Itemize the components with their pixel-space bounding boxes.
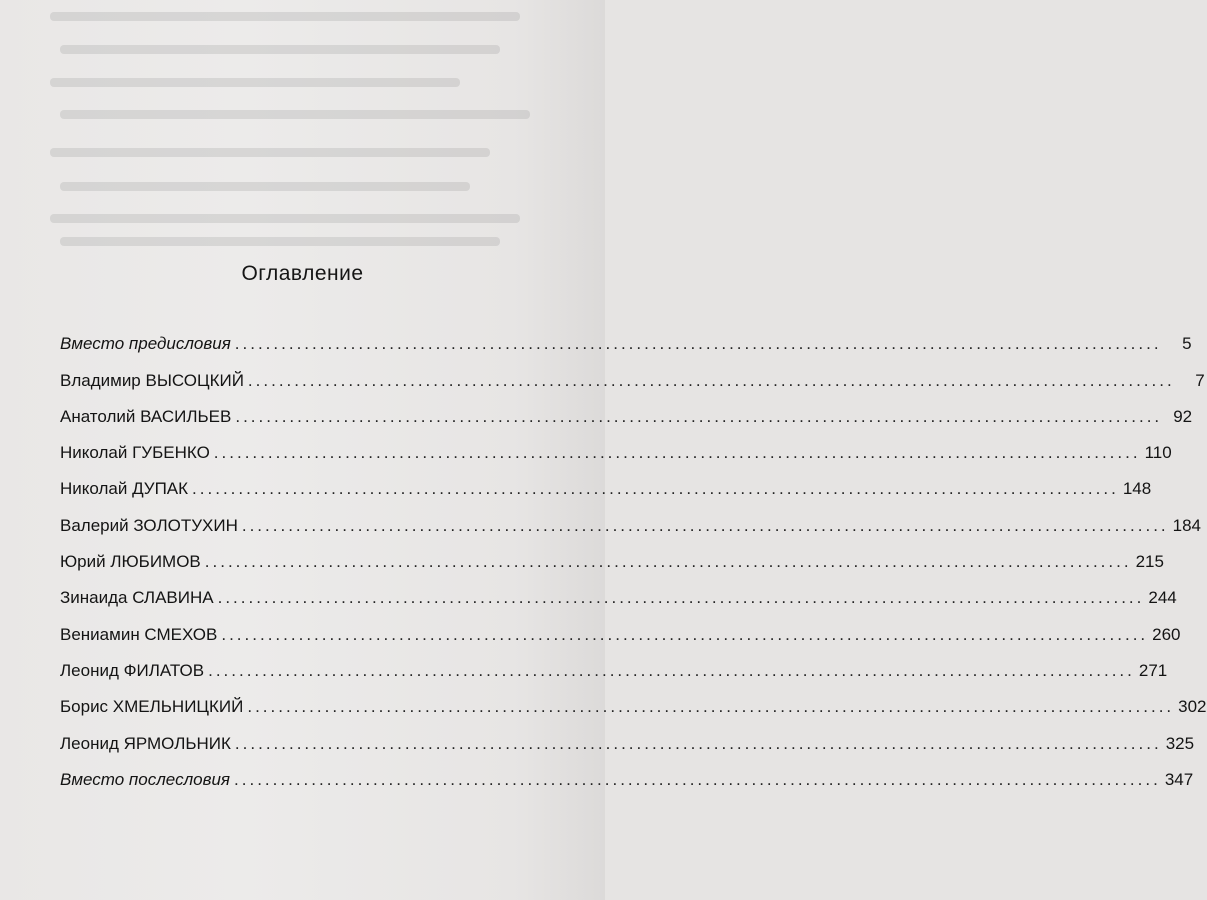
leader-dots: ........................................................................................................................	[221, 624, 1149, 644]
toc-entry-label: Анатолий ВАСИЛЬЕВ	[60, 406, 232, 426]
toc-entry-page: 347	[1164, 769, 1194, 789]
bleed-line	[60, 110, 530, 119]
toc-entry-page: 7	[1195, 370, 1205, 390]
toc-entry-page: 148	[1122, 479, 1152, 499]
toc-entry-label: Вместо предисловия	[60, 334, 231, 354]
toc-entry-label: Леонид ФИЛАТОВ	[60, 660, 205, 680]
toc-entry	[60, 499, 1202, 535]
leader-dots: ........................................................................................................................	[247, 697, 1175, 717]
toc-entry-label: Зинаида СЛАВИНА	[60, 588, 214, 608]
bleed-line	[60, 237, 500, 246]
leader-dots: ........................................................................................................................	[241, 515, 1169, 535]
table-of-contents	[60, 318, 1207, 790]
toc-entry-label: Владимир ВЫСОЦКИЙ	[60, 370, 244, 390]
toc-entry-page: 325	[1165, 733, 1195, 753]
leader-dots: ........................................................................................................................	[204, 552, 1132, 572]
toc-entry	[60, 717, 1195, 753]
bleed-line	[60, 182, 470, 191]
toc-entry-page: 215	[1135, 552, 1164, 572]
toc-entry-label: Вениамин СМЕХОВ	[60, 624, 218, 644]
toc-entry-label: Леонид ЯРМОЛЬНИК	[60, 733, 231, 753]
leader-dots: ........................................................................................................................	[234, 769, 1161, 789]
bleed-line	[50, 148, 490, 157]
leader-dots: ........................................................................................................................	[192, 479, 1119, 499]
toc-entry-page: 271	[1138, 660, 1168, 680]
leader-dots: ........................................................................................................................	[234, 733, 1162, 753]
toc-entry	[60, 754, 1194, 790]
toc-entry-label: Валерий ЗОЛОТУХИН	[60, 515, 238, 535]
bleed-line	[50, 12, 520, 21]
toc-entry-page: 184	[1172, 515, 1202, 535]
toc-entry	[60, 536, 1164, 572]
toc-entry	[60, 427, 1172, 463]
toc-entry-label: Вместо послесловия	[60, 769, 231, 789]
toc-entry-label: Юрий ЛЮБИМОВ	[60, 552, 201, 572]
toc-entry-page: 260	[1152, 624, 1181, 644]
toc-entry	[60, 463, 1152, 499]
toc-entry-page: 5	[1182, 334, 1192, 354]
page-title: Оглавление	[241, 262, 364, 285]
toc-entry-label: Борис ХМЕЛЬНИЦКИЙ	[60, 697, 244, 717]
bleed-line	[50, 78, 460, 87]
toc-entry	[60, 391, 1193, 427]
toc-entry-label: Николай ГУБЕНКО	[60, 443, 210, 463]
toc-entry	[60, 318, 1192, 354]
bleed-line	[60, 45, 500, 54]
leader-dots: ........................................................................................................................	[217, 588, 1145, 608]
leader-dots: ........................................................................................................................	[247, 370, 1175, 390]
toc-entry-label: Николай ДУПАК	[60, 479, 189, 499]
leader-dots: ........................................................................................................................	[235, 406, 1163, 426]
toc-entry-page: 244	[1148, 588, 1177, 608]
leader-dots: ........................................................................................................................	[234, 334, 1162, 354]
leader-dots: ........................................................................................................................	[213, 443, 1141, 463]
toc-entry	[60, 608, 1181, 644]
bleed-line	[50, 214, 520, 223]
toc-entry-page: 110	[1144, 443, 1172, 463]
leader-dots: ........................................................................................................................	[208, 660, 1135, 680]
toc-entry	[60, 645, 1168, 681]
toc-entry	[60, 354, 1205, 390]
toc-entry-page: 302	[1178, 697, 1207, 717]
toc-entry	[60, 572, 1177, 608]
toc-entry	[60, 681, 1207, 717]
toc-entry-page: 92	[1173, 406, 1193, 426]
